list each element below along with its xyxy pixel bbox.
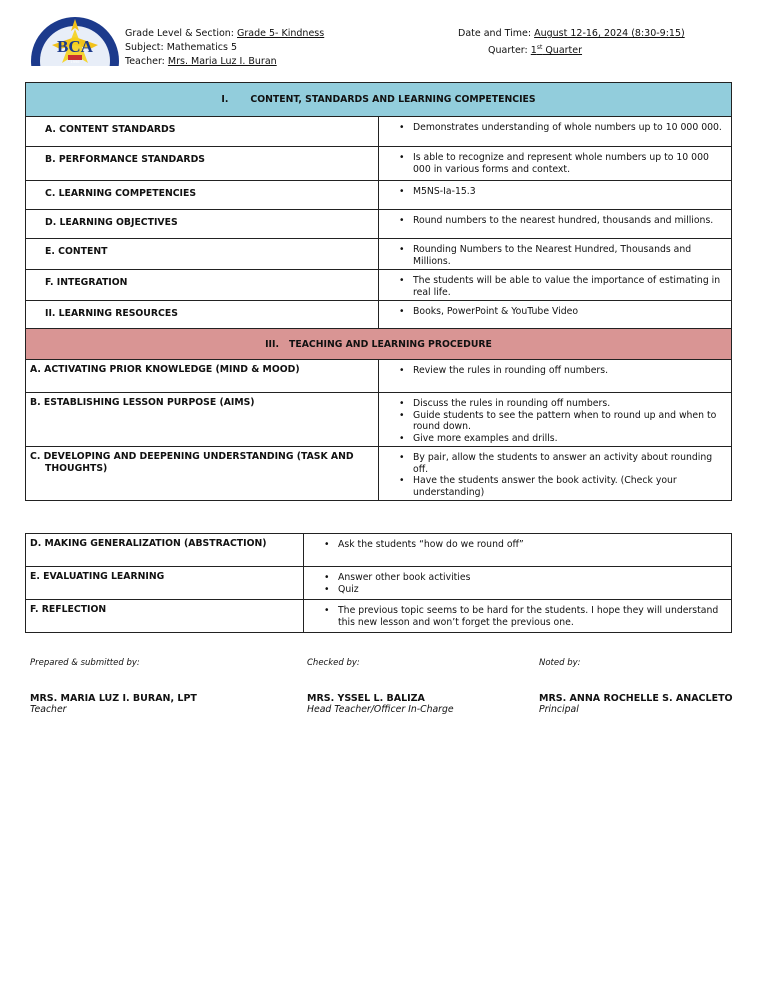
section-3-banner: III. TEACHING AND LEARNING PROCEDURE: [26, 329, 732, 360]
table-row: [26, 534, 732, 567]
bullet-item: • Discuss the rules in rounding off numbers.: [399, 398, 727, 410]
lesson-plan-table: [25, 82, 732, 501]
row-content: [379, 270, 732, 301]
table-row: [26, 567, 732, 600]
row-content: [379, 117, 732, 147]
table-row: [26, 447, 732, 501]
table-row: [26, 147, 732, 181]
row-label: F. INTEGRATION: [26, 270, 379, 301]
row-content: [379, 393, 732, 447]
bullet-item: • Ask the students “how do we round off”: [324, 539, 727, 551]
school-logo: [30, 15, 120, 67]
row-label: B. PERFORMANCE STANDARDS: [26, 147, 379, 181]
bullet-item: • Quiz: [324, 584, 727, 596]
bullet-item: • By pair, allow the students to answer an activity about rounding off.: [399, 452, 727, 475]
row-content: [379, 239, 732, 270]
header-right: [458, 27, 685, 58]
grade-label: Grade Level & Section:: [125, 28, 238, 39]
signature-role: Head Teacher/Officer In-Charge: [307, 704, 454, 715]
row-content: [379, 147, 732, 181]
logo-year: 1996: [70, 59, 80, 64]
row-content: [304, 567, 732, 600]
row-label: D. LEARNING OBJECTIVES: [26, 210, 379, 239]
signature-checked: [307, 658, 454, 715]
row-content: [379, 447, 732, 501]
teacher-label: Teacher:: [125, 56, 168, 67]
row-content: [379, 210, 732, 239]
signature-name: MRS. ANNA ROCHELLE S. ANACLETO: [539, 693, 733, 704]
row-label: B. ESTABLISHING LESSON PURPOSE (AIMS): [26, 393, 379, 447]
signature-noted: [539, 658, 733, 715]
bullet-item: • Have the students answer the book activity. (Check your understanding): [399, 475, 727, 498]
row-content: [379, 301, 732, 329]
header-left: [125, 27, 324, 69]
grade-value: Grade 5- Kindness: [237, 28, 325, 39]
signature-name: MRS. MARIA LUZ I. BURAN, LPT: [30, 693, 197, 704]
row-label: II. LEARNING RESOURCES: [26, 301, 379, 329]
date-value: August 12-16, 2024 (8:30-9:15): [534, 28, 685, 39]
logo-text: BCA: [57, 37, 93, 56]
table-row: [26, 210, 732, 239]
quarter-label: Quarter:: [488, 45, 531, 57]
row-content: [304, 534, 732, 567]
signature-name: MRS. YSSEL L. BALIZA: [307, 693, 425, 704]
table-row: [26, 360, 732, 393]
bullet-item: • The students will be able to value the importance of estimating in real life.: [399, 275, 727, 298]
bullet-item: • Demonstrates understanding of whole numbers up to 10 000 000.: [399, 122, 727, 134]
subject-label: Subject: Mathematics 5: [125, 42, 238, 53]
quarter-value: 1st Quarter: [530, 44, 583, 57]
table-row: [26, 301, 732, 329]
date-label: Date and Time:: [458, 28, 535, 39]
signature-caption: Prepared & submitted by:: [30, 658, 140, 668]
bullet-item: • Review the rules in rounding off numbers.: [399, 365, 727, 377]
row-content: [304, 600, 732, 633]
signature-caption: Checked by:: [307, 658, 360, 668]
signature-role: Teacher: [30, 704, 67, 715]
row-content: [379, 181, 732, 210]
bullet-item: • Round numbers to the nearest hundred, thousands and millions.: [399, 215, 727, 227]
bullet-item: • Rounding Numbers to the Nearest Hundred, Thousands and Millions.: [399, 244, 727, 267]
table-row: [26, 270, 732, 301]
section-3-title: TEACHING AND LEARNING PROCEDURE: [289, 338, 492, 350]
lesson-plan-table-continued: [25, 533, 732, 633]
section-1-banner: I. CONTENT, STANDARDS AND LEARNING COMPETENCIES: [26, 83, 732, 117]
table-row: [26, 117, 732, 147]
row-content: [379, 360, 732, 393]
bullet-item: • Answer other book activities: [324, 572, 727, 584]
signature-caption: Noted by:: [539, 658, 581, 668]
row-label: A. ACTIVATING PRIOR KNOWLEDGE (MIND & MOOD): [26, 360, 379, 393]
row-label: D. MAKING GENERALIZATION (ABSTRACTION): [26, 534, 304, 567]
row-label: E. CONTENT: [26, 239, 379, 270]
table-row: [26, 181, 732, 210]
signature-prepared: [30, 658, 197, 715]
table-row: [26, 393, 732, 447]
table-row: [26, 239, 732, 270]
row-label: C. LEARNING COMPETENCIES: [26, 181, 379, 210]
row-label: A. CONTENT STANDARDS: [26, 117, 379, 147]
teacher-value: Mrs. Maria Luz I. Buran: [167, 56, 277, 67]
bullet-item: • Give more examples and drills.: [399, 433, 727, 445]
bullet-item: • Guide students to see the pattern when to round up and when to round down.: [399, 410, 727, 433]
row-label: E. EVALUATING LEARNING: [26, 567, 304, 600]
bullet-item: • Is able to recognize and represent whole numbers up to 10 000 000 in various forms and context.: [399, 152, 727, 175]
row-label: F. REFLECTION: [26, 600, 304, 633]
bullet-item: • Books, PowerPoint & YouTube Video: [399, 306, 727, 318]
signature-role: Principal: [539, 704, 579, 715]
table-row: [26, 600, 732, 633]
section-1-title: CONTENT, STANDARDS AND LEARNING COMPETENCIES: [250, 94, 536, 105]
row-label: C. DEVELOPING AND DEEPENING UNDERSTANDING (TASK AND THOUGHTS): [26, 447, 379, 501]
bullet-item: • The previous topic seems to be hard for the students. I hope they will understand this new lesson and won’t forget the previous one.: [324, 605, 727, 628]
bullet-item: • M5NS-Ia-15.3: [399, 186, 727, 198]
